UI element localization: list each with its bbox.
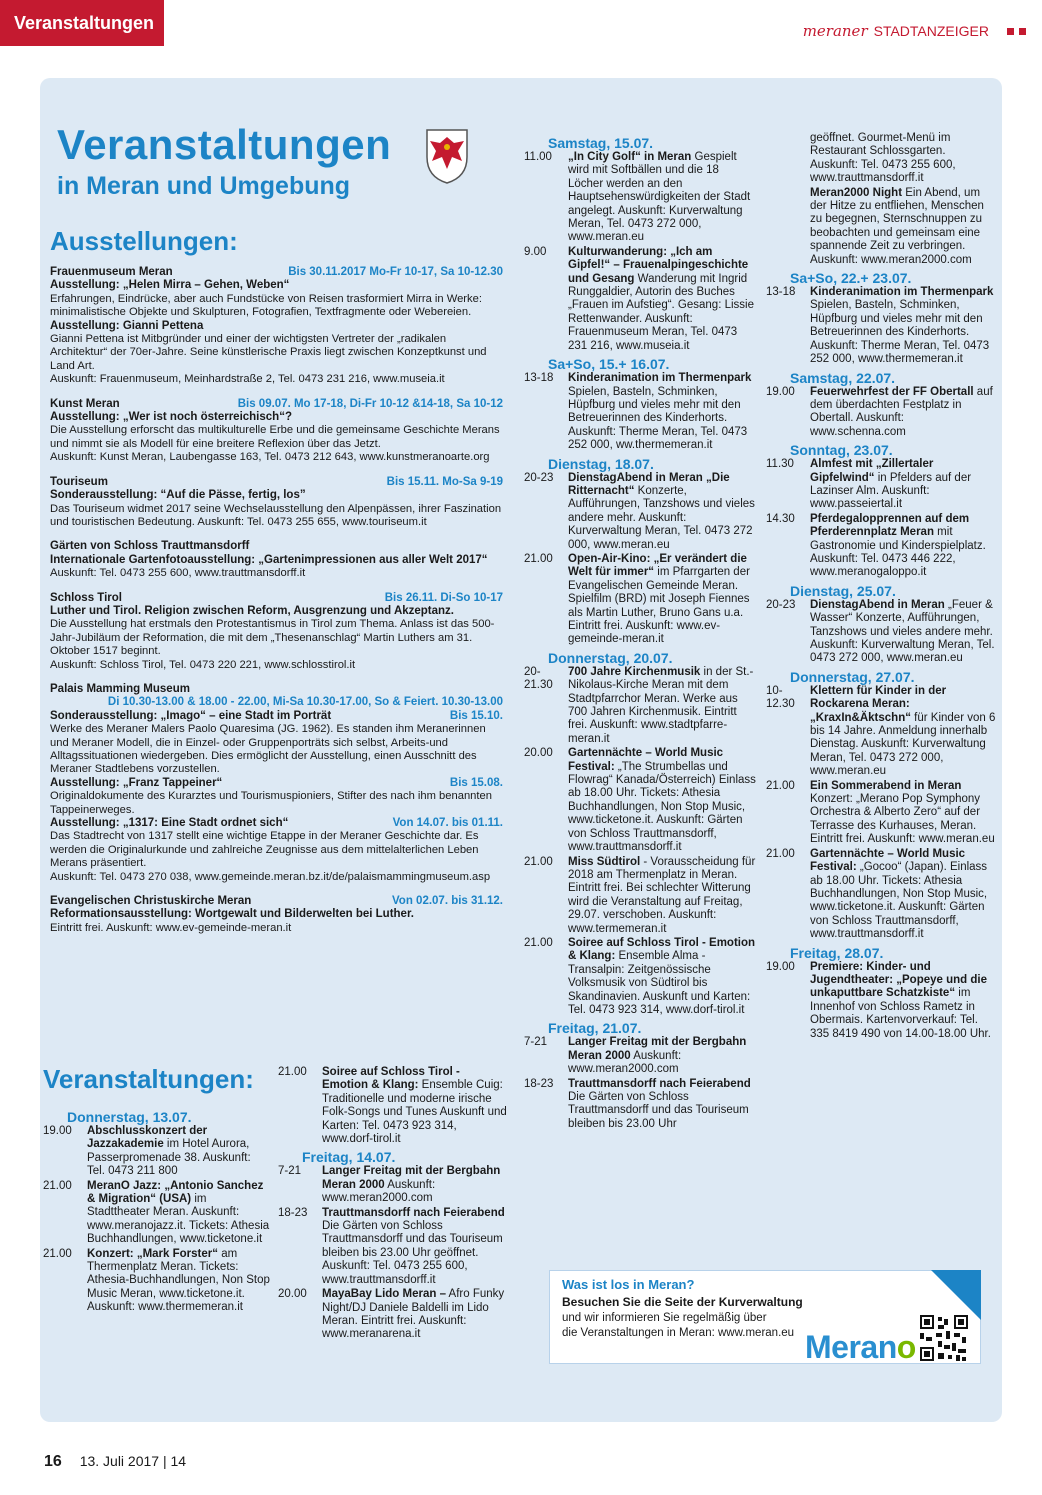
event-time: 21.00 <box>43 1247 72 1260</box>
event-description: Ein Abend, um der Hitze zu entfliehen, Menschen zu begegnen, Sternschnuppen zu beobachten und gemeinsam eine spannende Zeit zu verbringen. Auskunft: www.meran2000.com <box>810 186 984 266</box>
exhibition-title-row <box>50 554 503 567</box>
event-description: Konzert: „Merano Pop Symphony Orchestra & Alberto Zero“ auf der Terrasse des Kurhauses, Meran. Eintritt frei. Auskunft: www.meran.eu <box>810 793 995 846</box>
exhibition-title-dates: Von 14.07. bis 01.11. <box>392 817 503 830</box>
event-item <box>766 286 996 366</box>
exhibition-venue: Palais Mamming Museum <box>50 682 190 695</box>
event-text <box>810 685 996 779</box>
exhibition-header <box>50 592 503 605</box>
event-item <box>766 513 996 580</box>
event-day: Dienstag, 25.07. <box>790 582 896 599</box>
event-time: 18-23 <box>524 1077 554 1090</box>
exhibition-text: Die Ausstellung hat erstmals den Protestantismus in Tirol zum Thema. Anlass ist das 500-Jahr-Jubiläum der Reformation, die mit dem „Thesenanschlag“ Martin Luthers am 31. Oktober 1517 beginnt. <box>50 618 495 658</box>
exhibition-title-row <box>50 605 503 618</box>
info-box-corner <box>931 1270 981 1320</box>
exhibition-entry <box>50 540 503 580</box>
event-description: Auskunft: www.meran2000.com <box>322 1178 436 1205</box>
event-time: 20.00 <box>524 747 553 760</box>
exhibition-entry <box>50 266 503 387</box>
event-time: 11.30 <box>766 458 794 471</box>
event-item <box>524 553 756 647</box>
event-title: MayaBay Lido Meran – <box>322 1288 446 1301</box>
event-day: Sa+So, 22.+ 23.07. <box>790 270 912 287</box>
event-text <box>810 599 996 666</box>
event-text <box>568 1078 756 1132</box>
info-box-line1: Besuchen Sie die Seite der Kurverwaltung <box>562 1295 803 1309</box>
event-day: Donnerstag, 27.07. <box>790 668 915 685</box>
exhibition-title: Internationale Gartenfotoausstellung: „Gartenimpressionen aus aller Welt 2017“ <box>50 553 488 566</box>
event-time: 19.00 <box>43 1125 72 1137</box>
event-time: 13-18 <box>524 372 554 385</box>
event-description: im Pfarrgarten der Evangelischen Gemeinde Meran. Spielfilm (BRD) mit Joseph Fiennes als Martin Luther, Bruno Gans u.a. Eintritt frei. Auskunft: www.ev-gemeinde-meran.it <box>568 566 750 646</box>
exhibition-text: Auskunft: Tel. 0473 255 600, www.trauttmansdorff.it <box>50 567 306 580</box>
event-title: Langer Freitag mit der Bergbahn Meran 2000 <box>322 1165 501 1191</box>
event-title: Klettern für Kinder in der Rockarena Meran: „KraxIn&Äktschn“ <box>810 684 947 724</box>
event-time: 21.00 <box>524 855 553 868</box>
exhibition-title-row <box>50 777 503 790</box>
event-text <box>322 1207 508 1287</box>
exhibition-venue: Schloss Tirol <box>50 591 123 604</box>
event-time <box>766 187 810 267</box>
event-day: Freitag, 14.07. <box>302 1149 396 1166</box>
event-description: für Kinder von 6 bis 14 Jahre. Anmeldung innerhalb Dienstag. Auskunft: Kurverwaltung Meran, Tel. 0473 272 000, www.meran.eu <box>810 711 996 778</box>
page-number: 16 <box>44 1453 62 1470</box>
event-title: Open-Air-Kino: „Er verändert die Welt für immer“ <box>568 552 747 579</box>
page-footer <box>44 1453 186 1471</box>
event-time: 20-23 <box>766 598 796 611</box>
exhibition-title-row <box>50 489 503 502</box>
event-item <box>524 151 756 245</box>
event-day: Sonntag, 23.07. <box>790 442 893 459</box>
event-title: Gartennächte – World Music Festival: <box>810 847 966 874</box>
exhibition-header <box>50 266 503 279</box>
exhibition-title-row <box>50 710 503 723</box>
event-time: 21.00 <box>278 1066 307 1078</box>
exhibition-text: Originaldokumente des Kurarztes und Tourismuspioniers, Stifter des nach ihm benannten Tappeinerweges. <box>50 790 492 816</box>
event-text <box>568 1036 756 1076</box>
event-text <box>810 132 996 186</box>
event-text <box>810 386 996 440</box>
event-description: Auskunft: www.meran2000.com <box>568 1049 682 1076</box>
event-day: Dienstag, 18.07. <box>548 455 654 472</box>
event-title: Gartennächte – World Music Festival: <box>568 747 724 773</box>
event-item <box>524 937 756 1017</box>
qr-code-icon[interactable] <box>920 1315 968 1361</box>
event-time <box>766 132 810 186</box>
events-column-2 <box>278 1066 508 1343</box>
event-description: Gespielt wird mit Softbällen und die 18 Löcher werden an den Hauptsehenswürdigkeiten der Stadt angelegt. Auskunft: Kurverwaltung Meran, Tel. 0473 272 000, www.meran.eu <box>568 151 751 244</box>
event-time: 7-21 <box>524 1036 548 1049</box>
event-day: Freitag, 21.07. <box>548 1020 642 1037</box>
event-item <box>766 848 996 942</box>
event-text <box>810 848 996 942</box>
event-description: auf dem überdachten Festplatz in Obertall. Auskunft: www.schenna.com <box>810 385 993 438</box>
event-title: Konzert: „Mark Forster“ <box>87 1247 218 1260</box>
event-text <box>322 1288 508 1342</box>
logo-main: Meran <box>805 1329 897 1365</box>
coat-of-arms-icon <box>424 127 470 185</box>
event-item <box>524 372 756 452</box>
exhibition-title: Ausstellung: „Franz Tappeiner“ <box>50 776 223 789</box>
exhibition-title: Ausstellung: „1317: Eine Stadt ordnet sich“ <box>50 817 289 830</box>
event-text <box>810 286 996 366</box>
event-item <box>766 780 996 847</box>
exhibition-venue: Evangelischen Christuskirche Meran <box>50 895 252 908</box>
event-text <box>568 246 756 353</box>
event-time: 14.30 <box>766 512 795 525</box>
info-box-line2: und wir informieren Sie regelmäßig über <box>562 1312 767 1324</box>
event-item <box>766 187 996 267</box>
event-title: Kulturwanderung: „Ich am Gipfel!“ – Frauenalpingeschichte und Gesang <box>568 245 749 285</box>
exhibition-dates: Bis 15.11. Mo-Sa 9-19 <box>386 475 503 488</box>
event-item <box>766 458 996 512</box>
exhibition-title: Ausstellung: „Helen Mirra – Gehen, Weben“ <box>50 279 290 292</box>
event-item <box>766 386 996 440</box>
exhibition-header <box>50 398 503 411</box>
event-text <box>322 1165 508 1205</box>
event-item <box>524 472 756 552</box>
event-item <box>766 685 996 779</box>
event-text <box>810 458 996 512</box>
brand-dots <box>1007 28 1026 35</box>
exhibition-text: Werke des Meraner Malers Paolo Quaresima (JG. 1962). Es standen ihm Meranerinnen und Meraner Modell, die in Einzel- oder Gruppenporträts sich selbst, Arbeits-und Alltagssituationen wiedergeben. Dies ermöglicht der Ausstellung, einen Ausschnitt des Meraner Stadtlebens vorzustellen. <box>50 723 486 776</box>
exhibition-dates: Von 02.07. bis 31.12. <box>391 895 503 908</box>
event-title: Soiree auf Schloss Tirol - Emotion & Klang: <box>568 936 756 963</box>
event-title: DienstagAbend in Meran <box>810 598 945 611</box>
event-text <box>87 1248 271 1315</box>
event-description: am Thermenplatz Meran. Tickets: Athesia-Buchhandlungen, Non Stop Music Meran, www.ticketone.it. Auskunft: www.thermemeran.it <box>87 1247 270 1314</box>
event-description: Spielen, Basteln, Schminken, Hüpfburg und vieles mehr mit den Betreuerinnen des Kinderhorts. Auskunft: Therme Meran, Tel. 0473 252 000, www.thermemeran.it <box>810 299 990 366</box>
exhibition-text: Auskunft: Frauenmuseum, Meinhardstraße 2, Tel. 0473 231 216, www.museia.it <box>50 373 445 386</box>
event-item <box>524 856 756 936</box>
event-time: 21.00 <box>43 1179 72 1192</box>
event-description: mit Gastronomie und Kinderspielplatz. Auskunft: Tel. 0473 446 222, www.meranogaloppo.it <box>810 526 986 579</box>
event-description: Ensemble Alma - Transalpin: Zeitgenössische Volksmusik von Südtirol bis Skandinavien. Auskunft und Karten: Tel. 0473 923 314, www.dorf-tirol.it <box>568 950 751 1016</box>
exhibition-title-row <box>50 279 503 292</box>
event-time: 9.00 <box>524 245 547 258</box>
event-time: 19.00 <box>766 385 795 398</box>
exhibition-dates: Bis 09.07. Mo 17-18, Di-Fr 10-12 &14-18, Sa 10-12 <box>237 397 503 410</box>
merano-logo <box>805 1329 916 1366</box>
event-day: Donnerstag, 20.07. <box>548 649 673 666</box>
exhibition-title-row <box>50 817 503 830</box>
event-description: - Vorausscheidung für 2018 am Thermenplatz in Meran. Eintritt frei. Bei schlechter Witterung wird die Veranstaltung auf Freitag, 29.07. verschoben. Auskunft: www.termemeran.it <box>568 855 756 935</box>
exhibition-dates: Bis 26.11. Di-So 10-17 <box>384 591 503 604</box>
event-text <box>568 666 756 746</box>
exhibition-venue: Touriseum <box>50 475 108 488</box>
event-text <box>810 187 996 267</box>
exhibition-title: Luther und Tirol. Religion zwischen Reform, Ausgrenzung und Akzeptanz. <box>50 604 455 617</box>
event-text <box>568 553 756 647</box>
event-item <box>278 1165 508 1205</box>
event-item <box>43 1180 271 1247</box>
exhibition-title: Ausstellung: Gianni Pettena <box>50 319 204 332</box>
page-subtitle: in Meran und Umgebung <box>57 172 351 200</box>
exhibition-title: Reformationsausstellung: Wortgewalt und Bilderwelten bei Luther. <box>50 908 414 921</box>
event-text <box>568 747 756 854</box>
event-text <box>568 472 756 552</box>
exhibition-text: Eintritt frei. Auskunft: www.ev-gemeinde-meran.it <box>50 921 292 934</box>
issue-date: 13. Juli 2017 | 14 <box>79 1453 187 1469</box>
exhibition-venue: Gärten von Schloss Trauttmansdorff <box>50 540 250 553</box>
event-item <box>524 666 756 746</box>
event-description: „The Strumbellas und Flowrag“ Kanada/Österreich) Einlass ab 18.00 Uhr. Tickets: Athesia Buchhandlungen, Non Stop Music, www.ticketone.it. Auskunft: Gärten von Schloss Trauttmansdorff, www.trauttmansdorff.it <box>568 760 756 854</box>
exhibition-title-dates: Bis 15.08. <box>449 776 503 789</box>
exhibition-header <box>50 476 503 489</box>
brand-stadtanzeiger: STADTANZEIGER <box>873 23 989 39</box>
event-time: 21.00 <box>766 779 795 792</box>
event-time: 21.00 <box>524 936 553 949</box>
event-time: 10-12.30 <box>766 684 795 711</box>
info-box-line3: die Veranstaltungen in Meran: www.meran.eu <box>562 1327 795 1339</box>
events-column-1 <box>43 1106 271 1316</box>
section-tag: Veranstaltungen <box>0 0 164 46</box>
exhibition-text: Erfahrungen, Eindrücke, aber auch Fundstücke von Reisen trasformiert Mirra in Werke: minimalistische Objekte und Skulpturen, Fotografien, Textfragmente oder Webereien. <box>50 292 482 319</box>
event-item <box>766 961 996 1041</box>
event-title: Premiere: Kinder- und Jugendtheater: „Popeye und die unkaputtbare Schatzkiste“ <box>810 960 987 1000</box>
exhibition-header <box>50 895 503 908</box>
event-text <box>810 780 996 847</box>
event-title: MeranO Jazz: „Antonio Sanchez & Migration“ (USA) <box>87 1179 264 1206</box>
event-description: Spielen, Basteln, Schminken, Hüpfburg und vieles mehr mit den Betreuerinnen des Kinderhorts. Auskunft: Therme Meran, Tel. 0473 252 000, ww.thermemeran.it <box>568 385 748 452</box>
exhibition-title-dates: Bis 15.10. <box>449 709 503 722</box>
event-time: 21.00 <box>524 552 553 565</box>
event-item <box>43 1248 271 1315</box>
events-heading: Veranstaltungen: <box>43 1064 254 1094</box>
exhibitions-heading: Ausstellungen: <box>50 226 238 256</box>
event-item <box>278 1288 508 1342</box>
info-box-question: Was ist los in Meran? <box>562 1277 695 1292</box>
brand-meraner: meraner <box>802 22 868 40</box>
event-title: Meran2000 Night <box>810 186 903 199</box>
events-column-3 <box>524 132 756 1132</box>
exhibition-text: Das Touriseum widmet 2017 seine Wechselausstellung den Alpenpässen, ihrer Faszination und touristischen Bedeutung. Auskunft: Tel. 0473 255 655, www.touriseum.it <box>50 502 502 528</box>
exhibition-title: Sonderausstellung: “Auf die Pässe, fertig, los” <box>50 489 306 502</box>
exhibition-title: Ausstellung: „Wer ist noch österreichisch“? <box>50 411 292 424</box>
event-description: in Pfelders auf der Lazinser Alm. Auskunft: www.passeiertal.it <box>810 471 972 511</box>
event-item <box>278 1207 508 1287</box>
event-text <box>87 1125 271 1179</box>
event-time: 20.00 <box>278 1288 307 1301</box>
exhibition-header <box>50 540 503 553</box>
event-text <box>810 961 996 1041</box>
event-title: Langer Freitag mit der Bergbahn Meran 2000 <box>568 1036 747 1062</box>
event-day: Samstag, 22.07. <box>790 369 896 386</box>
event-item <box>524 747 756 854</box>
exhibition-text: Auskunft: Kunst Meran, Laubengasse 163, Tel. 0473 212 643, www.kunstmeranoarte.org <box>50 451 490 464</box>
event-title: Pferdegalopprennen auf dem Pferderennplatz Meran <box>810 512 970 539</box>
event-text <box>568 856 756 936</box>
event-day: Samstag, 15.07. <box>548 135 654 151</box>
event-description: „Feuer & Wasser“ Konzerte, Aufführungen, Tanzshows und vieles andere mehr. Auskunft: Kurverwaltung Meran, Tel. 0473 272 000, www.meran.eu <box>810 598 995 665</box>
exhibition-entry <box>50 683 503 884</box>
exhibition-entry <box>50 398 503 465</box>
event-title: „In City Golf“ in Meran <box>568 151 692 163</box>
event-description: Afro Funky Night/DJ Daniele Baldelli im Lido Meran. Eintritt frei. Auskunft: www.meranarena.it <box>322 1288 505 1341</box>
event-description: Die Gärten von Schloss Trauttmansdorff und das Touriseum bleiben bis 23.00 Uhr <box>568 1091 749 1130</box>
info-box <box>549 1270 981 1364</box>
event-time: 20-21.30 <box>524 665 553 692</box>
event-day: Sa+So, 15.+ 16.07. <box>548 356 670 373</box>
event-item <box>524 1078 756 1132</box>
exhibition-venue: Kunst Meran <box>50 397 120 410</box>
event-text <box>87 1180 271 1247</box>
events-column-4 <box>766 132 996 1042</box>
event-time: 18-23 <box>278 1206 308 1219</box>
event-description: Wanderung mit Ingrid Runggaldier, Autorin des Buches „Frauen im Aufstieg“. Gesang: Lissie Rettenwander. Auskunft: Frauenmuseum Meran, Tel. 0473 231 216, www.museia.it <box>568 272 754 352</box>
event-title: Ein Sommerabend in Meran <box>810 779 962 792</box>
exhibition-title-row <box>50 320 503 333</box>
event-title: Abschlusskonzert der Jazzakademie <box>87 1125 208 1151</box>
exhibition-title-row <box>50 908 503 921</box>
exhibition-title-row <box>50 411 503 424</box>
event-item <box>43 1125 271 1179</box>
event-item <box>766 599 996 666</box>
event-description: „Gocoo“ (Japan). Einlass ab 18.00 Uhr. Tickets: Athesia Buchhandlungen, Non Stop Music, www.ticketone.it. Auskunft: Gärten von Schloss Trauttmansdorff, www.trauttmansdorff.it <box>810 861 988 941</box>
event-description: im Innenhof von Schloss Rametz in Obermais. Kartenvorverkauf: Tel. 335 8419 490 von 14.00-18.00 Uhr. <box>810 987 991 1040</box>
event-time: 13-18 <box>766 286 796 299</box>
exhibition-dates: Bis 30.11.2017 Mo-Fr 10-17, Sa 10-12.30 <box>288 266 503 278</box>
event-title: Kinderanimation im Thermenpark <box>568 372 752 385</box>
event-item <box>278 1066 508 1146</box>
event-description: geöffnet. Gourmet-Menü im Restaurant Schlossgarten. Auskunft: Tel. 0473 255 600, www.trauttmansdorff.it <box>810 132 956 185</box>
event-title: Almfest mit „Zillertaler Gipfelwind“ <box>810 458 934 484</box>
event-title: Kinderanimation im Thermenpark <box>810 286 994 299</box>
event-time: 20-23 <box>524 471 554 484</box>
event-text <box>568 151 756 245</box>
event-description: Konzerte, Aufführungen, Tanzshows und vieles andere mehr. Auskunft: Kurverwaltung Meran, Tel. 0473 272 000, www.meran.eu <box>568 484 755 551</box>
event-description: Ensemble Cuig: Traditionelle und moderne irische Folk-Songs und Tunes Auskunft und Karten: Tel. 0473 923 314, www.dorf-tirol.it <box>322 1079 507 1146</box>
event-title: 700 Jahre Kirchenmusik <box>568 665 701 678</box>
event-title: Feuerwehrfest der FF Obertall <box>810 385 974 398</box>
publication-brand <box>803 22 1026 40</box>
event-title: Miss Südtirol <box>568 855 641 868</box>
page-title: Veranstaltungen <box>57 121 392 168</box>
logo-o: o <box>896 1329 916 1365</box>
event-title: Trauttmansdorff nach Feierabend <box>568 1077 751 1090</box>
exhibition-hours: Di 10.30-13.00 & 18.00 - 22.00, Mi-Sa 10.30-17.00, So & Feiert. 10.30-13.00 <box>107 696 503 709</box>
exhibition-entry <box>50 476 503 530</box>
exhibition-entry <box>50 592 503 672</box>
event-time: 21.00 <box>766 847 795 860</box>
event-time: 7-21 <box>278 1165 302 1178</box>
exhibition-text: Gianni Pettena ist Mitbgründer und einer der wichtigsten Vertreter der „radikalen Architektur“ der 70er-Jahre. Seine künstlerische Praxis liegt zwischen Konzeptkunst und Land Art. <box>50 333 487 372</box>
exhibition-text: Auskunft: Schloss Tirol, Tel. 0473 220 221, www.schlosstirol.it <box>50 658 356 671</box>
exhibition-header <box>50 683 503 696</box>
event-description: Die Gärten von Schloss Trauttmansdorff und das Touriseum bleiben bis 23.00 Uhr geöffnet. Auskunft: Tel. 0473 255 600, www.trauttmansdorff.it <box>322 1220 503 1286</box>
exhibition-entry <box>50 895 503 935</box>
exhibition-venue: Frauenmuseum Meran <box>50 266 173 278</box>
event-item <box>766 132 996 186</box>
event-text <box>810 513 996 580</box>
event-description: in der St.-Nikolaus-Kirche Meran mit dem Stadtpfarrchor Meran. Werke aus 700 Jahren Kirchenmusik. Eintritt frei. Auskunft: www.stadtpfarre-meran.it <box>568 665 754 745</box>
exhibitions-list <box>50 266 503 946</box>
event-time: 19.00 <box>766 960 795 973</box>
event-title: Trauttmansdorff nach Feierabend <box>322 1206 505 1219</box>
event-time: 11.00 <box>524 151 552 163</box>
event-text <box>568 937 756 1017</box>
event-text <box>322 1066 508 1146</box>
exhibition-text: Das Stadtrecht von 1317 stellt eine wichtige Etappe in der Meraner Geschichte dar. Es werden die Originalurkunde und zahlreiche Zeugnisse aus dem mittelalterlichen Leben Merans präsentiert. <box>50 830 479 870</box>
event-item <box>524 1036 756 1076</box>
exhibition-title: Sonderausstellung: „Imago“ – eine Stadt im Porträt <box>50 709 332 722</box>
event-day: Freitag, 28.07. <box>790 944 884 961</box>
event-text <box>568 372 756 452</box>
event-description: im Stadttheater Meran. Auskunft: www.meranojazz.it. Tickets: Athesia Buchhandlungen, www.ticketone.it <box>87 1193 270 1246</box>
event-title: DienstagAbend in Meran „Die Ritternacht“ <box>568 471 730 497</box>
event-day: Donnerstag, 13.07. <box>67 1109 192 1125</box>
event-item <box>524 246 756 353</box>
exhibition-text: Auskunft: Tel. 0473 270 038, www.gemeinde.meran.bz.it/de/palaismammingmuseum.asp <box>50 870 491 883</box>
exhibition-text: Die Ausstellung erforscht das multikulturelle Erbe und die gemeinsame Geschichte Merans und nimmt sie als Modell für eine breitere Reflexion über das Jetzt. <box>50 424 500 450</box>
event-description: im Hotel Aurora, Passerpromenade 38. Auskunft: Tel. 0473 211 800 <box>87 1138 251 1178</box>
event-title: Soiree auf Schloss Tirol - Emotion & Klang: <box>322 1066 460 1092</box>
